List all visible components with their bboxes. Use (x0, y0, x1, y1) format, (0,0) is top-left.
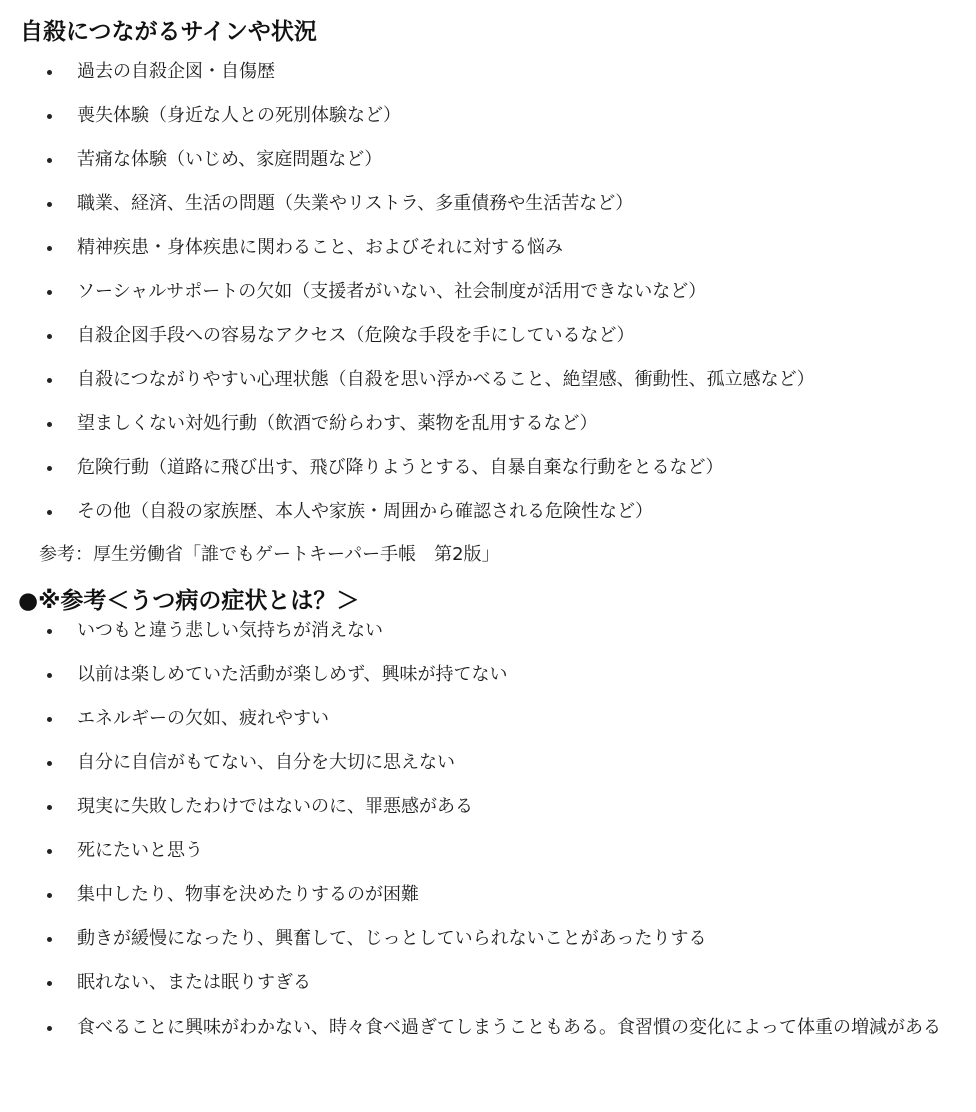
bullet-icon (47, 290, 52, 295)
list-item (20, 455, 962, 480)
list-item-text: 望ましくない対処行動（飲酒で紛らわす、薬物を乱用するなど） (77, 413, 598, 434)
list-item-text: 自殺企図手段への容易なアクセス（危険な手段を手にしているなど） (77, 325, 635, 346)
list-item-text: 動きが緩慢になったり、興奮して、じっとしていられないことがあったりする (77, 928, 707, 949)
list-item (20, 794, 962, 819)
list-item (20, 367, 962, 392)
bullet-icon (47, 629, 52, 634)
list-item-text: 集中したり、物事を決めたりするのが困難 (77, 884, 419, 905)
depression-symptoms-list (20, 618, 962, 1042)
list-item (20, 279, 962, 304)
list-item-text: 眠れない、または眠りすぎる (77, 972, 311, 993)
bullet-icon (47, 510, 52, 515)
list-item (20, 970, 962, 995)
bullet-icon (47, 114, 52, 119)
list-item-text: 危険行動（道路に飛び出す、飛び降りようとする、自暴自棄な行動をとるなど） (77, 457, 724, 478)
list-item-text: 苦痛な体験（いじめ、家庭問題など） (77, 149, 383, 170)
list-item (20, 323, 962, 348)
list-item (20, 926, 962, 951)
bullet-icon (47, 246, 52, 251)
list-item (20, 59, 962, 84)
list-item (20, 147, 962, 172)
list-item (20, 411, 962, 436)
list-item-text: 死にたいと思う (77, 840, 203, 861)
list-item-text: 精神疾患・身体疾患に関わること、およびそれに対する悩み (77, 237, 563, 258)
list-item-text: 食べることに興味がわかない、時々食べ過ぎてしまうこともある。食習慣の変化によって体重の増減がある (77, 1017, 941, 1038)
suicide-signs-list (20, 59, 962, 524)
list-item-text: その他（自殺の家族歴、本人や家族・周囲から確認される危険性など） (77, 501, 653, 522)
list-item (20, 706, 962, 731)
bullet-icon (47, 378, 52, 383)
bullet-icon (47, 202, 52, 207)
list-item (20, 662, 962, 687)
list-item (20, 882, 962, 907)
list-item (20, 499, 962, 524)
list-item-text: ソーシャルサポートの欠如（支援者がいない、社会制度が活用できないなど） (77, 281, 707, 302)
list-item-text: 現実に失敗したわけではないのに、罪悪感がある (77, 796, 473, 817)
list-item-text: 過去の自殺企図・自傷歴 (77, 61, 275, 82)
list-item (20, 1014, 962, 1042)
list-item (20, 235, 962, 260)
bullet-icon (47, 334, 52, 339)
list-item-text: 以前は楽しめていた活動が楽しめず、興味が持てない (77, 664, 508, 685)
list-item (20, 103, 962, 128)
bullet-icon (47, 673, 52, 678)
bullet-icon (47, 70, 52, 75)
bullet-icon (47, 158, 52, 163)
list-item-text: 自分に自信がもてない、自分を大切に思えない (77, 752, 455, 773)
section-heading-depression-symptoms: ●※参考＜うつ病の症状とは？＞ (18, 588, 360, 614)
bullet-icon (47, 893, 52, 898)
list-item-text: エネルギーの欠如、疲れやすい (77, 708, 329, 729)
bullet-icon (47, 761, 52, 766)
list-item-text: 自殺につながりやすい心理状態（自殺を思い浮かべること、絶望感、衝動性、孤立感など） (77, 369, 815, 390)
list-item (20, 618, 962, 643)
bullet-icon (47, 937, 52, 942)
bullet-icon (47, 981, 52, 986)
bullet-icon (47, 805, 52, 810)
list-item (20, 750, 962, 775)
bullet-icon (47, 717, 52, 722)
reference-note: 参考：厚生労働省「誰でもゲートキーパー手帳 第2版」 (39, 544, 500, 565)
bullet-icon (47, 466, 52, 471)
list-item (20, 838, 962, 863)
list-item-text: 喪失体験（身近な人との死別体験など） (77, 105, 401, 126)
list-item-text: いつもと違う悲しい気持ちが消えない (77, 620, 383, 641)
section-heading-suicide-signs: 自殺につながるサインや状況 (20, 19, 317, 45)
bullet-icon (47, 1026, 52, 1031)
bullet-icon (47, 849, 52, 854)
bullet-icon (47, 422, 52, 427)
list-item-text: 職業、経済、生活の問題（失業やリストラ、多重債務や生活苦など） (77, 193, 634, 214)
list-item (20, 191, 962, 216)
